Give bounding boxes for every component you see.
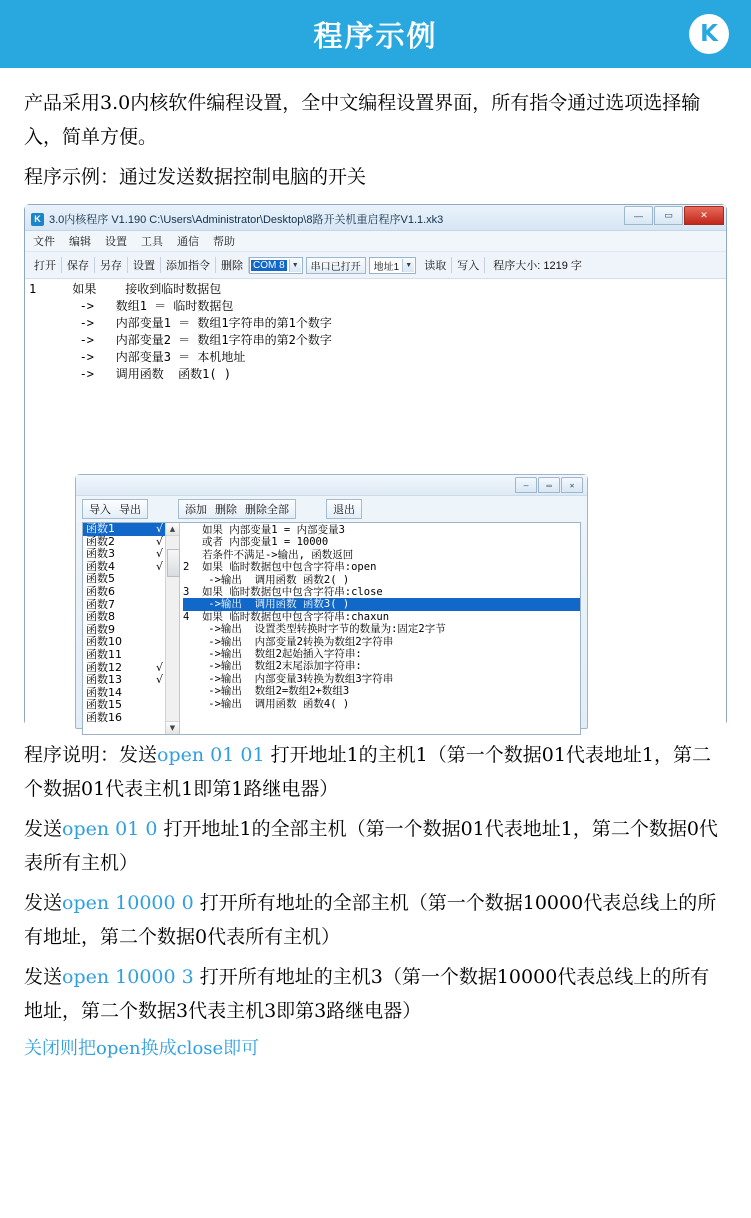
- window-title-text: 3.0内核程序 V1.190 C:\Users\Administrator\Desktop\8路开关机重启程序V1.1.xk3: [49, 214, 444, 226]
- maximize-button[interactable]: ▭: [538, 477, 560, 493]
- code-line: 1 如果 接收到临时数据包: [29, 282, 222, 296]
- function-name: 函数11: [86, 647, 122, 661]
- tool-bar: [25, 252, 726, 279]
- code-line: 2 如果 临时数据包中包含字符串:open: [183, 561, 377, 574]
- edit-group: [178, 499, 296, 519]
- code-line: ->输出 调用函数 函数2( ): [183, 573, 350, 586]
- code-line: 若条件不满足->输出, 函数返回: [183, 548, 354, 561]
- import-export-group: [82, 499, 148, 519]
- port-combo-value: COM 8: [253, 259, 285, 271]
- function-name: 函数16: [86, 710, 122, 724]
- function-mark: √: [155, 547, 163, 561]
- close-button[interactable]: ✕: [684, 206, 724, 225]
- content-area: [0, 68, 751, 194]
- close-button[interactable]: ✕: [561, 477, 583, 493]
- code-line-selected[interactable]: ->输出 调用函数 函数3( ): [183, 598, 580, 610]
- chevron-down-icon: ▼: [402, 259, 414, 272]
- scrollbar-thumb[interactable]: [167, 549, 180, 577]
- function-window-controls: [514, 477, 583, 493]
- code-line: ->输出 设置类型转换时字节的数量为:固定2字节: [183, 623, 446, 636]
- application-window: [24, 204, 727, 732]
- function-window-titlebar: [76, 475, 587, 496]
- menu-item-file[interactable]: 文件: [33, 236, 55, 248]
- code-line: 或者 内部变量1 = 10000: [183, 536, 329, 549]
- function-name: 函数5: [86, 572, 115, 586]
- explain-4-pre: 发送: [24, 966, 63, 988]
- code-line: ->输出 数组2起始插入字符串:: [183, 648, 362, 661]
- minimize-button[interactable]: —: [624, 206, 653, 225]
- function-name: 函数12: [86, 660, 122, 674]
- function-name: 函数14: [86, 685, 122, 699]
- menu-item-tools[interactable]: 工具: [141, 236, 163, 248]
- import-button[interactable]: 导入: [89, 503, 111, 516]
- port-combo[interactable]: [249, 257, 303, 274]
- add-button[interactable]: 添加: [185, 503, 207, 516]
- function-name: 函数6: [86, 584, 115, 598]
- address-combo[interactable]: [369, 257, 417, 274]
- function-code-list[interactable]: [180, 523, 580, 734]
- function-name: 函数10: [86, 635, 122, 649]
- minimize-button[interactable]: —: [515, 477, 537, 493]
- function-name: 函数1: [86, 522, 115, 535]
- page-title: 程序示例: [313, 18, 438, 53]
- code-line: ->输出 内部变量3转换为数组3字符串: [183, 672, 394, 685]
- explanation-line-1: [24, 738, 727, 806]
- function-name: 函数3: [86, 547, 115, 561]
- explanation-line-2: [24, 812, 727, 880]
- explanation-area: [0, 724, 751, 1060]
- toolbar-save-as[interactable]: 另存: [95, 257, 128, 273]
- toolbar-open[interactable]: 打开: [29, 257, 62, 273]
- code-line: ->输出 数组2末尾添加字符串:: [183, 660, 362, 673]
- function-name: 函数9: [86, 622, 115, 636]
- delete-all-button[interactable]: 删除全部: [245, 503, 289, 516]
- open-port-button[interactable]: 串口已打开: [306, 257, 366, 274]
- function-name: 函数13: [86, 673, 122, 687]
- function-list-scrollbar[interactable]: [165, 523, 179, 734]
- explain-2-post: 打开地址1的全部主机（第一个数据01代表地址1，第二个数据0代表所有主机）: [24, 818, 718, 874]
- main-code-editor[interactable]: [25, 279, 726, 733]
- explain-3-pre: 发送: [24, 892, 63, 914]
- function-mark: √: [155, 534, 163, 548]
- explain-3-command: open 10000 0: [62, 892, 194, 914]
- app-icon: K: [31, 213, 44, 226]
- explain-1-pre: 程序说明：发送: [24, 744, 158, 766]
- toolbar-save[interactable]: 保存: [62, 257, 95, 273]
- delete-button[interactable]: 删除: [215, 503, 237, 516]
- window-titlebar: [25, 205, 726, 231]
- function-list[interactable]: [83, 523, 180, 734]
- code-line: ->输出 调用函数 函数4( ): [183, 697, 350, 710]
- function-editor-window: [75, 474, 588, 732]
- explain-4-command: open 10000 3: [62, 966, 194, 988]
- toolbar-delete[interactable]: 删除: [216, 257, 249, 273]
- menu-item-communication[interactable]: 通信: [177, 236, 199, 248]
- menu-bar: [25, 231, 726, 252]
- function-name: 函数7: [86, 597, 115, 611]
- exit-button[interactable]: 退出: [326, 499, 362, 519]
- toolbar-settings[interactable]: 设置: [128, 257, 161, 273]
- function-name: 函数8: [86, 610, 115, 624]
- code-line: ->输出 内部变量2转换为数组2字符串: [183, 635, 394, 648]
- function-mark: √: [155, 559, 163, 573]
- function-name: 函数2: [86, 534, 115, 548]
- read-button[interactable]: 读取: [419, 257, 452, 273]
- code-line: -> 内部变量2 ＝ 数组1字符串的第2个数字: [29, 333, 332, 347]
- function-mark: √: [155, 522, 163, 535]
- address-combo-value: 地址1: [373, 261, 400, 273]
- explain-4-post: 打开所有地址的主机3（第一个数据10000代表总线上的所有地址，第二个数据3代表主机3即第3路继电器）: [24, 966, 710, 1022]
- explain-1-command: open 01 01: [157, 744, 265, 766]
- write-button[interactable]: 写入: [452, 257, 485, 273]
- code-line: 3 如果 临时数据包中包含字符串:close: [183, 586, 383, 599]
- function-window-toolbar: [76, 496, 587, 522]
- explain-2-command: open 01 0: [62, 818, 158, 840]
- code-line: 4 如果 临时数据包中包含字符串:chaxun: [183, 610, 390, 623]
- code-line: -> 调用函数 函数1( ): [29, 367, 232, 381]
- toolbar-add-instruction[interactable]: 添加指令: [161, 257, 216, 273]
- page-banner: [0, 0, 751, 68]
- explain-3-post: 打开所有地址的全部主机（第一个数据10000代表总线上的所有地址，第二个数据0代表所有主机）: [24, 892, 717, 948]
- explain-2-pre: 发送: [24, 818, 63, 840]
- explanation-line-4: [24, 960, 727, 1028]
- code-line: ->输出 数组2=数组2+数组3: [183, 685, 350, 698]
- menu-item-settings[interactable]: 设置: [105, 236, 127, 248]
- explanation-line-3: [24, 886, 727, 954]
- function-mark: √: [155, 673, 163, 687]
- code-line: -> 内部变量1 ＝ 数组1字符串的第1个数字: [29, 316, 332, 330]
- menu-item-help[interactable]: 帮助: [213, 236, 235, 248]
- closing-note: 关闭则把open换成close即可: [24, 1038, 260, 1059]
- function-name: 函数4: [86, 559, 115, 573]
- intro-paragraph-1: 产品采用3.0内核软件编程设置，全中文编程设置界面，所有指令通过选项选择输入，简单方便。: [24, 92, 701, 148]
- program-size-label: 程序大小: 1219 字: [493, 260, 582, 272]
- code-line: 如果 内部变量1 = 内部变量3: [183, 524, 345, 536]
- function-mark: √: [155, 660, 163, 674]
- scroll-up-icon[interactable]: ▲: [166, 523, 179, 536]
- explain-1-post: 打开地址1的主机1（第一个数据01代表地址1，第二个数据01代表主机1即第1路继电器）: [24, 744, 712, 800]
- menu-item-edit[interactable]: 编辑: [69, 236, 91, 248]
- window-controls: [623, 206, 724, 225]
- function-window-body: [82, 522, 581, 735]
- export-button[interactable]: 导出: [119, 503, 141, 516]
- chevron-down-icon: ▼: [289, 259, 301, 272]
- maximize-button[interactable]: ▭: [654, 206, 683, 225]
- code-line: -> 内部变量3 ＝ 本机地址: [29, 350, 246, 364]
- intro-paragraph-2: 程序示例：通过发送数据控制电脑的开关: [24, 166, 367, 188]
- function-name: 函数15: [86, 698, 122, 712]
- brand-logo-icon: K: [689, 14, 729, 54]
- code-line: -> 数组1 ＝ 临时数据包: [29, 299, 234, 313]
- scroll-down-icon[interactable]: ▼: [166, 721, 179, 734]
